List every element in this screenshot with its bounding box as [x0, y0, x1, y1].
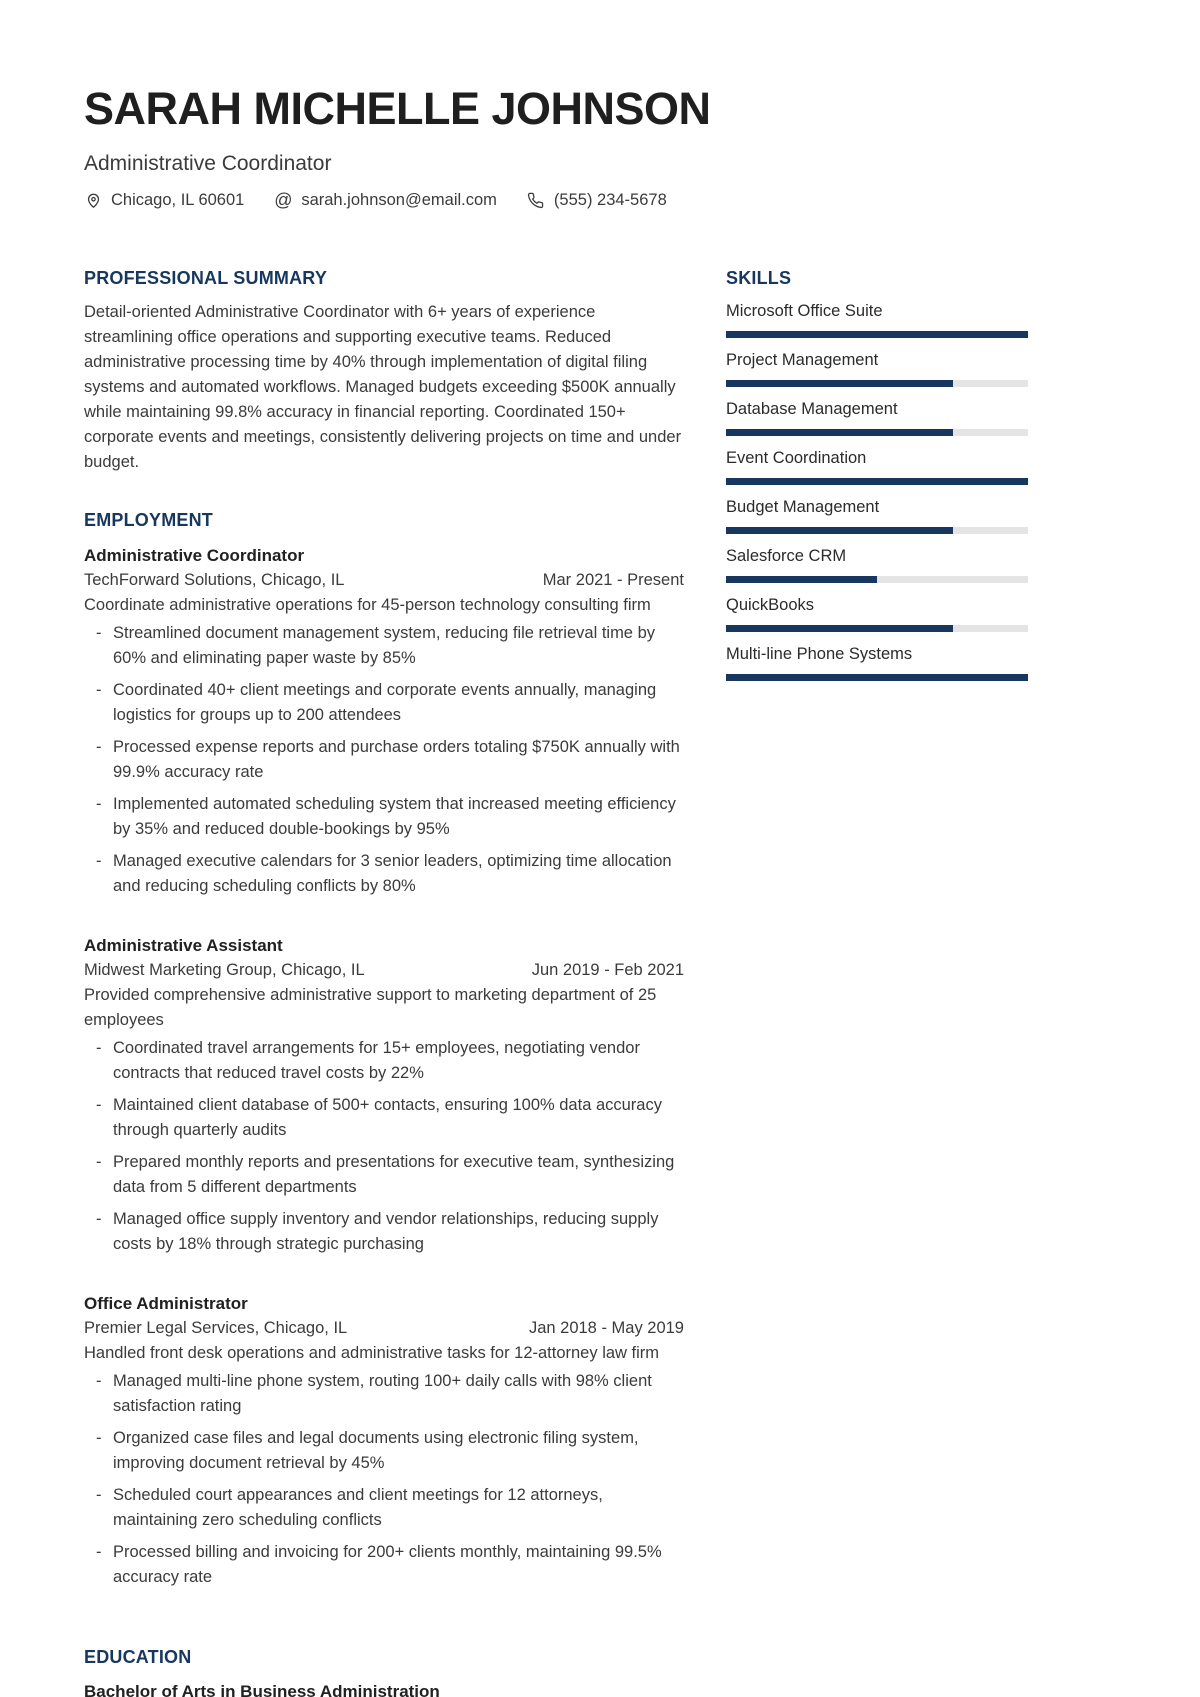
bullet-text: Managed office supply inventory and vendor relationships, reducing supply costs by 18% through strategic purchasing — [113, 1209, 659, 1253]
bullet-text: Maintained client database of 500+ contacts, ensuring 100% data accuracy through quarterly audits — [113, 1095, 662, 1139]
skill-item — [726, 496, 1028, 534]
skill-bar-track — [726, 674, 1028, 681]
contact-email — [274, 191, 497, 210]
resume-header — [84, 83, 1116, 210]
skill-bar-track — [726, 429, 1028, 436]
job-meta-row — [84, 1316, 684, 1341]
bullet-dash-marker: - — [96, 623, 102, 642]
job-entry — [84, 543, 684, 899]
employment-section — [84, 509, 684, 1590]
job-bullet — [84, 792, 684, 842]
phone-text: (555) 234-5678 — [553, 190, 667, 209]
bullet-dash-marker: - — [96, 1152, 102, 1171]
bullet-text: Managed multi-line phone system, routing 100+ daily calls with 98% client satisfaction rating — [113, 1371, 652, 1415]
job-description: Coordinate administrative operations for 45-person technology consulting firm — [84, 595, 651, 614]
job-bullet — [84, 1207, 684, 1257]
job-bullet — [84, 1540, 684, 1590]
job-bullet — [84, 1483, 684, 1533]
skill-bar-track — [726, 478, 1028, 485]
content-columns — [84, 267, 1116, 1697]
bullet-dash-marker: - — [96, 1371, 102, 1390]
bullet-text: Scheduled court appearances and client meetings for 12 attorneys, maintaining zero scheduling conflicts — [113, 1485, 603, 1529]
skill-item — [726, 300, 1028, 338]
job-dates: Jan 2018 - May 2019 — [528, 1318, 684, 1337]
bullet-text: Streamlined document management system, reducing file retrieval time by 60% and eliminating paper waste by 85% — [113, 623, 655, 667]
bullet-text: Coordinated travel arrangements for 15+ employees, negotiating vendor contracts that reduced travel costs by 22% — [113, 1038, 640, 1082]
job-bullet-list — [84, 1369, 684, 1590]
bullet-text: Processed billing and invoicing for 200+ clients monthly, maintaining 99.5% accuracy rate — [113, 1542, 662, 1586]
job-title: Administrative Assistant — [84, 935, 283, 955]
job-bullet-list — [84, 621, 684, 899]
skill-item — [726, 447, 1028, 485]
skills-list — [726, 300, 1028, 681]
job-entry — [84, 1291, 684, 1590]
skill-bar-track — [726, 527, 1028, 534]
skills-heading: SKILLS — [726, 267, 792, 288]
phone-icon — [527, 191, 545, 209]
job-title: Administrative Coordinator — [84, 545, 305, 565]
bullet-text: Managed executive calendars for 3 senior leaders, optimizing time allocation and reducing scheduling conflicts by 80% — [113, 851, 672, 895]
bullet-dash-marker: - — [96, 1209, 102, 1228]
skills-column — [726, 267, 1028, 1697]
contact-phone — [527, 191, 667, 210]
job-meta-row — [84, 568, 684, 593]
bullet-dash-marker: - — [96, 1038, 102, 1057]
person-name: SARAH MICHELLE JOHNSON — [84, 83, 711, 134]
bullet-dash-marker: - — [96, 794, 102, 813]
job-bullet — [84, 1369, 684, 1419]
skill-bar-fill — [726, 380, 953, 387]
bullet-dash-marker: - — [96, 1485, 102, 1504]
job-bullet — [84, 1150, 684, 1200]
job-bullet — [84, 1036, 684, 1086]
skill-bar-fill — [726, 674, 1028, 681]
employment-heading: EMPLOYMENT — [84, 509, 214, 530]
job-title: Office Administrator — [84, 1293, 248, 1313]
job-bullet — [84, 1093, 684, 1143]
bullet-text: Processed expense reports and purchase orders totaling $750K annually with 99.9% accuracy rate — [113, 737, 680, 781]
skill-name: Database Management — [726, 399, 898, 418]
skill-bar-track — [726, 625, 1028, 632]
contact-row — [84, 191, 1116, 210]
summary-heading: PROFESSIONAL SUMMARY — [84, 267, 328, 288]
education-heading: EDUCATION — [84, 1646, 192, 1667]
bullet-text: Organized case files and legal documents using electronic filing system, improving document retrieval by 45% — [113, 1428, 639, 1472]
location-text: Chicago, IL 60601 — [111, 190, 245, 209]
job-meta-row — [84, 958, 684, 983]
skill-bar-fill — [726, 625, 953, 632]
skill-name: Project Management — [726, 350, 879, 369]
at-sign-icon: @ — [274, 189, 293, 210]
contact-location — [84, 191, 244, 210]
skill-bar-fill — [726, 429, 953, 436]
job-list — [84, 543, 684, 1590]
bullet-dash-marker: - — [96, 1095, 102, 1114]
bullet-text: Prepared monthly reports and presentations for executive team, synthesizing data from 5 different departments — [113, 1152, 675, 1196]
email-text: sarah.johnson@email.com — [301, 190, 497, 209]
summary-text: Detail-oriented Administrative Coordinator with 6+ years of experience streamlining office operations and supporting executive teams. Reduced administrative processing time by 40% through implementation of digital filing systems and automated workflows. Managed budgets exceeding $500K annually while maintaining 99.8% accuracy in financial reporting. Coordinated 150+ corporate events and meetings, consistently delivering projects on time and under budget. — [84, 302, 682, 471]
skill-bar-track — [726, 331, 1028, 338]
education-degree: Bachelor of Arts in Business Administration — [84, 1681, 440, 1697]
skill-bar-fill — [726, 331, 1028, 338]
bullet-dash-marker: - — [96, 1542, 102, 1561]
job-bullet — [84, 1426, 684, 1476]
skill-name: Budget Management — [726, 497, 880, 516]
skill-name: Microsoft Office Suite — [726, 301, 883, 320]
job-company: TechForward Solutions, Chicago, IL — [84, 570, 345, 589]
skill-name: Event Coordination — [726, 448, 867, 467]
skill-bar-fill — [726, 478, 1028, 485]
job-bullet — [84, 849, 684, 899]
skill-name: Salesforce CRM — [726, 546, 847, 565]
skill-bar-fill — [726, 576, 877, 583]
job-dates: Jun 2019 - Feb 2021 — [531, 960, 684, 979]
map-pin-icon — [84, 191, 102, 209]
job-description: Handled front desk operations and administrative tasks for 12-attorney law firm — [84, 1343, 660, 1362]
skill-bar-track — [726, 380, 1028, 387]
job-company: Midwest Marketing Group, Chicago, IL — [84, 960, 365, 979]
skill-bar-fill — [726, 527, 953, 534]
bullet-text: Coordinated 40+ client meetings and corporate events annually, managing logistics for groups up to 200 attendees — [113, 680, 657, 724]
person-job-title: Administrative Coordinator — [84, 151, 332, 175]
bullet-dash-marker: - — [96, 737, 102, 756]
summary-section — [84, 267, 684, 475]
skill-bar-track — [726, 576, 1028, 583]
skill-name: Multi-line Phone Systems — [726, 644, 913, 663]
skill-item — [726, 643, 1028, 681]
job-company: Premier Legal Services, Chicago, IL — [84, 1318, 348, 1337]
education-section — [84, 1646, 684, 1697]
skill-item — [726, 349, 1028, 387]
job-dates: Mar 2021 - Present — [542, 570, 684, 589]
bullet-dash-marker: - — [96, 680, 102, 699]
skill-item — [726, 594, 1028, 632]
job-description: Provided comprehensive administrative support to marketing department of 25 employees — [84, 985, 657, 1029]
bullet-dash-marker: - — [96, 1428, 102, 1447]
skill-name: QuickBooks — [726, 595, 815, 614]
job-bullet — [84, 678, 684, 728]
job-bullet-list — [84, 1036, 684, 1257]
bullet-dash-marker: - — [96, 851, 102, 870]
job-bullet — [84, 621, 684, 671]
bullet-text: Implemented automated scheduling system that increased meeting efficiency by 35% and reduced double-bookings by 95% — [113, 794, 676, 838]
skill-item — [726, 398, 1028, 436]
job-entry — [84, 933, 684, 1257]
main-column — [84, 267, 684, 1697]
skill-item — [726, 545, 1028, 583]
job-bullet — [84, 735, 684, 785]
